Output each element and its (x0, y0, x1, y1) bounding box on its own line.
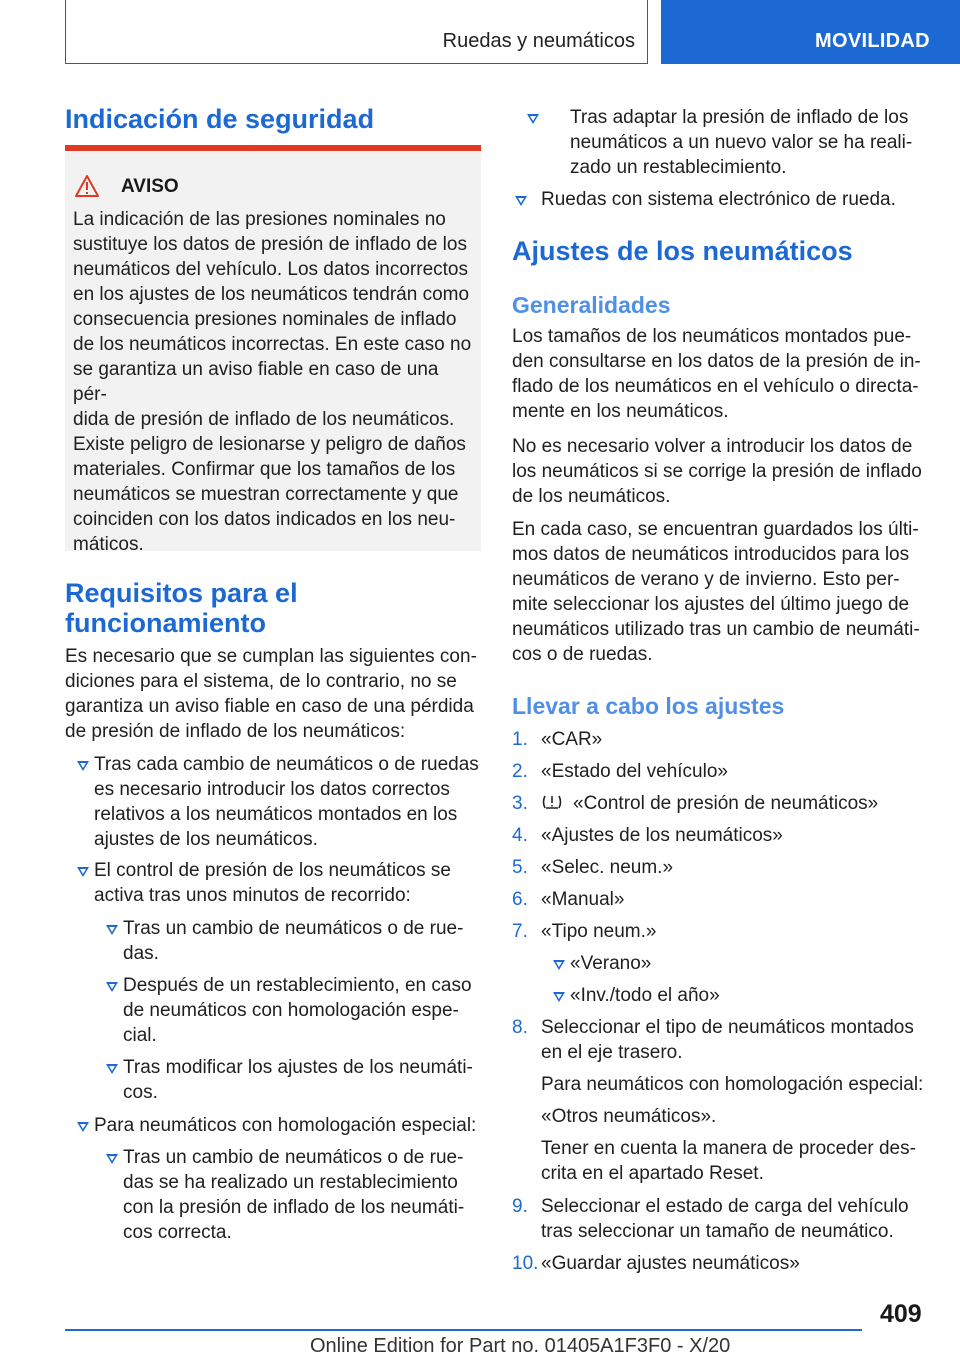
text-line: de presión de inflado de los neumáticos: (65, 721, 406, 742)
general-paragraph-1 (512, 324, 924, 424)
step-text: «Estado del vehículo» (541, 761, 728, 782)
footer-divider (65, 1329, 862, 1331)
page-number: 409 (880, 1300, 922, 1328)
heading-requirements-line: Requisitos para el (65, 578, 298, 608)
warning-line: coinciden con los datos indicados en los neu‐ (73, 509, 456, 530)
list-item (65, 858, 481, 908)
text-line: tras seleccionar un tamaño de neumático. (541, 1221, 894, 1242)
warning-text (73, 207, 475, 557)
bullet-triangle-icon (77, 867, 89, 877)
general-paragraph-3 (512, 517, 924, 667)
step-text: Seleccionar el tipo de neumáticos montados (541, 1017, 914, 1038)
warning-line: neumáticos se muestran correctamente y que (73, 484, 459, 505)
text-line: ajustes de los neumáticos. (94, 829, 318, 850)
text-line: Ruedas con sistema electrónico de rueda. (541, 189, 896, 210)
text-line: «Inv./todo el año» (570, 985, 720, 1006)
text-line: de neumáticos con homologación espe‐ (123, 1000, 459, 1021)
text-line: cial. (123, 1025, 157, 1046)
text-line: Es necesario que se cumplan las siguientes con‐ (65, 646, 477, 667)
text-line: Los tamaños de los neumáticos montados pue‐ (512, 326, 912, 347)
text-line: das se ha realizado un restablecimiento (123, 1172, 458, 1193)
warning-line: consecuencia presiones nominales de inflado (73, 309, 457, 330)
requirements-intro (65, 644, 481, 744)
list-item (65, 1113, 481, 1138)
list-item (512, 983, 924, 1008)
text-line: cos. (123, 1082, 158, 1103)
warning-line: neumáticos del vehículo. Los datos incorrectos (73, 259, 468, 280)
step-number: 4. (512, 825, 528, 846)
text-line: El control de presión de los neumáticos se (94, 860, 451, 881)
header-chapter-box (65, 0, 648, 64)
heading-safety: Indicación de seguridad (65, 104, 375, 134)
bullet-triangle-icon (106, 982, 118, 992)
step-number: 10. (512, 1253, 539, 1274)
text-line: Tras cada cambio de neumáticos o de ruedas (94, 754, 479, 775)
bullet-triangle-icon (106, 925, 118, 935)
chapter-title: Ruedas y neumáticos (442, 30, 635, 52)
list-item (512, 951, 924, 976)
text-line: Para neumáticos con homologación especial: (94, 1115, 477, 1136)
text-line: Tras adaptar la presión de inflado de los (570, 107, 909, 128)
text-line: neumáticos de verano y de invierno. Esto per‐ (512, 569, 900, 590)
step-text: «Ajustes de los neumáticos» (541, 825, 783, 846)
text-line: mente en los neumáticos. (512, 401, 729, 422)
heading-requirements (65, 578, 298, 638)
text-line: mos datos de neumáticos introducidos para los (512, 544, 910, 565)
warning-line: máticos. (73, 534, 144, 555)
text-line: «Otros neumáticos». (541, 1106, 717, 1127)
text-line: cos o de ruedas. (512, 644, 653, 665)
step-item (512, 1251, 924, 1276)
bullet-triangle-icon (527, 114, 539, 124)
text-line: Tener en cuenta la manera de proceder des‐ (541, 1138, 916, 1159)
warning-label: AVISO (121, 176, 179, 197)
text-line: den consultarse en los datos de la presión de in‐ (512, 351, 921, 372)
step-text: «Selec. neum.» (541, 857, 674, 878)
step-number: 5. (512, 857, 528, 878)
step-text: Seleccionar el estado de carga del vehículo (541, 1196, 909, 1217)
text-line: garantiza un aviso fiable en caso de una pérdida (65, 696, 474, 717)
text-line: das. (123, 943, 159, 964)
list-item (65, 1145, 481, 1245)
step-text: «Tipo neum.» (541, 921, 657, 942)
list-item (65, 1055, 481, 1105)
step-item (512, 887, 924, 912)
step-text: «Guardar ajustes neumáticos» (541, 1253, 800, 1274)
text-line: con la presión de inflado de los neumáti‐ (123, 1197, 465, 1218)
text-line: «Verano» (570, 953, 652, 974)
bullet-triangle-icon (553, 992, 565, 1002)
text-line: Después de un restablecimiento, en caso (123, 975, 472, 996)
heading-requirements-line: funcionamiento (65, 608, 266, 638)
step-text-label: «Control de presión de neumáticos» (573, 793, 879, 814)
list-item (65, 752, 481, 852)
text-line: neumáticos utilizado tras un cambio de neumáti‐ (512, 619, 920, 640)
text-line: No es necesario volver a introducir los datos de (512, 436, 913, 457)
text-line: relativos a los neumáticos montados en los (94, 804, 458, 825)
step-item (512, 1194, 924, 1244)
bullet-triangle-icon (553, 960, 565, 970)
step-item (512, 791, 924, 816)
step-number: 9. (512, 1196, 528, 1217)
general-paragraph-2 (512, 434, 924, 509)
step-text: «Manual» (541, 889, 625, 910)
text-line: mite seleccionar los ajustes del último juego de (512, 594, 910, 615)
footer-edition: Online Edition for Part no. 01405A1F3F0 - X/20 (310, 1335, 731, 1357)
step-item (512, 1015, 924, 1186)
bullet-triangle-icon (515, 196, 527, 206)
warning-line: materiales. Confirmar que los tamaños de los (73, 459, 456, 480)
heading-perform-settings: Llevar a cabo los ajustes (512, 693, 785, 719)
text-line: zado un restablecimiento. (570, 157, 787, 178)
text-line: los neumáticos si se corrige la presión de inflado (512, 461, 922, 482)
list-item (512, 105, 924, 180)
warning-line: de los neumáticos incorrectas. En este caso no (73, 334, 472, 355)
list-item (512, 187, 924, 212)
text-line: Para neumáticos con homologación especial: (541, 1074, 924, 1095)
text-line: diciones para el sistema, de lo contrario, no se (65, 671, 457, 692)
step-item (512, 919, 924, 944)
text-line: Tras modificar los ajustes de los neumáti‐ (123, 1057, 473, 1078)
warning-triangle-icon (75, 175, 99, 197)
text-line: Tras un cambio de neumáticos o de rue‐ (123, 918, 464, 939)
text-line: flado de los neumáticos en el vehículo o directa‐ (512, 376, 919, 397)
warning-box (65, 145, 481, 555)
heading-general: Generalidades (512, 292, 671, 318)
bullet-triangle-icon (106, 1064, 118, 1074)
step-number: 6. (512, 889, 528, 910)
text-line: es necesario introducir los datos correctos (94, 779, 450, 800)
step-text: «CAR» (541, 729, 603, 750)
text-line: cos correcta. (123, 1222, 232, 1243)
warning-line: Existe peligro de lesionarse y peligro de daños (73, 434, 466, 455)
text-line: Tras un cambio de neumáticos o de rue‐ (123, 1147, 464, 1168)
text-line: activa tras unos minutos de recorrido: (94, 885, 411, 906)
list-item (65, 916, 481, 966)
heading-tire-settings: Ajustes de los neumáticos (512, 236, 853, 266)
text-line: de los neumáticos. (512, 486, 671, 507)
warning-line: sustituye los datos de presión de inflado de los (73, 234, 467, 255)
bullet-triangle-icon (77, 761, 89, 771)
warning-line: en los ajustes de los neumáticos tendrán como (73, 284, 470, 305)
step-item (512, 759, 924, 784)
tire-pressure-icon (541, 793, 563, 811)
step-item (512, 823, 924, 848)
step-number: 7. (512, 921, 528, 942)
list-item (65, 973, 481, 1048)
step-number: 1. (512, 729, 528, 750)
warning-line: dida de presión de inflado de los neumáticos. (73, 409, 455, 430)
text-line: crita en el apartado Reset. (541, 1163, 764, 1184)
step-number: 3. (512, 793, 528, 814)
text-line: En cada caso, se encuentran guardados los últi‐ (512, 519, 919, 540)
step-number: 8. (512, 1017, 528, 1038)
step-number: 2. (512, 761, 528, 782)
step-item (512, 727, 924, 752)
warning-line: La indicación de las presiones nominales no (73, 209, 446, 230)
step-text (541, 791, 924, 816)
section-title: MOVILIDAD (815, 30, 930, 52)
bullet-triangle-icon (77, 1122, 89, 1132)
warning-line: se garantiza un aviso fiable en caso de una pér‐ (73, 359, 439, 405)
bullet-triangle-icon (106, 1154, 118, 1164)
text-line: en el eje trasero. (541, 1042, 683, 1063)
step-item (512, 855, 924, 880)
text-line: neumáticos a un nuevo valor se ha reali‐ (570, 132, 913, 153)
